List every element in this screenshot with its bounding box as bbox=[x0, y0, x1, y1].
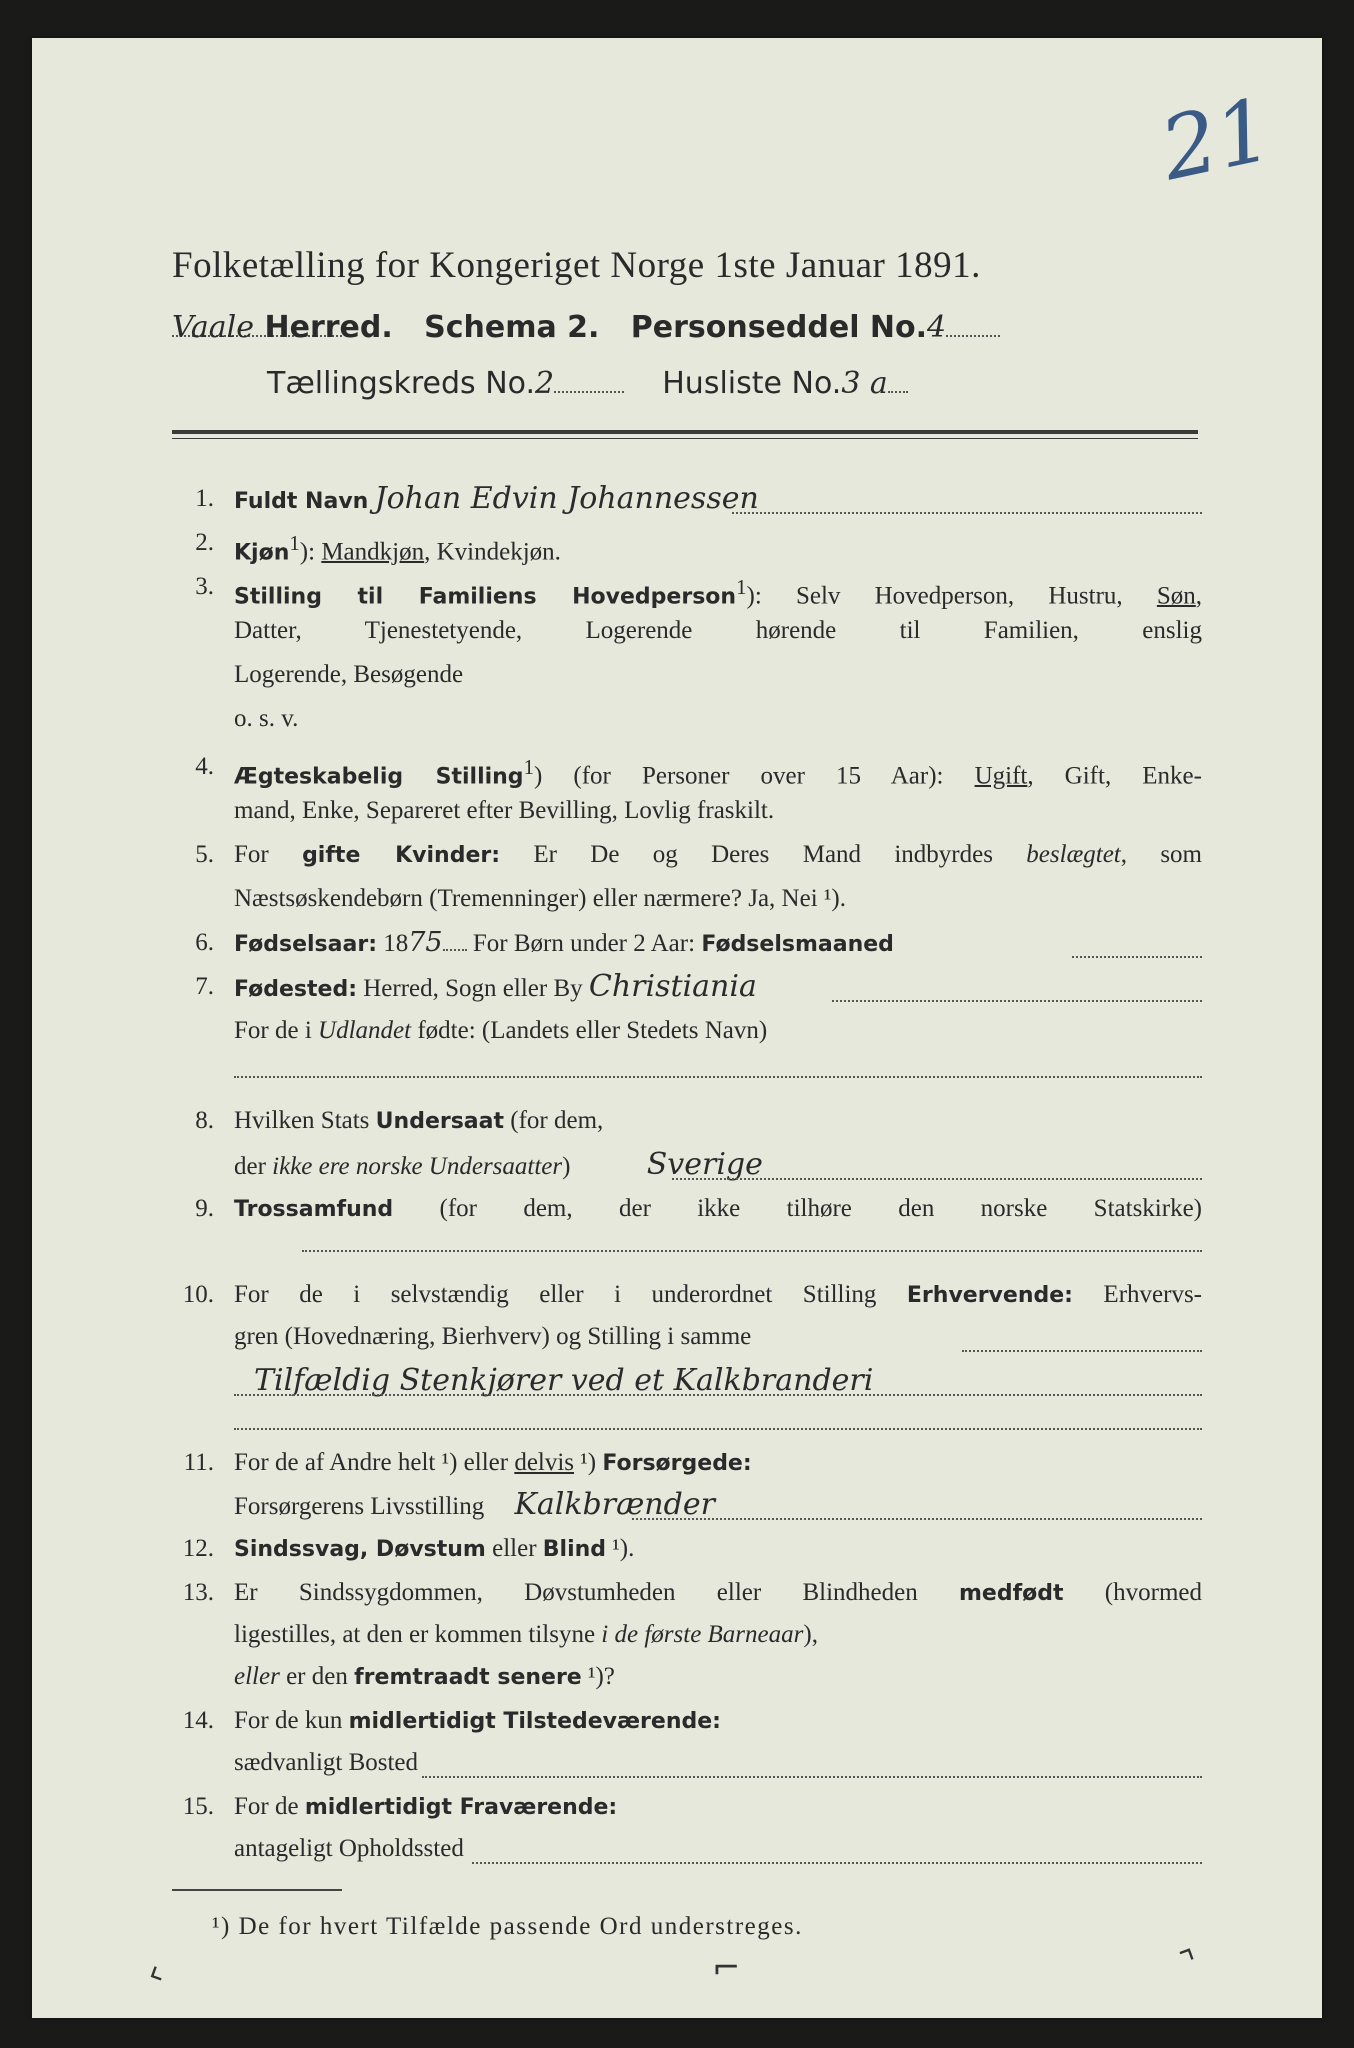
text: er den bbox=[279, 1663, 355, 1690]
option-mandkjon-selected: Mandkjøn bbox=[321, 538, 425, 566]
footnote-ref: 1 bbox=[523, 755, 534, 779]
census-form-sheet bbox=[32, 38, 1322, 2018]
text: , Kvindekjøn. bbox=[424, 538, 561, 566]
text: ): bbox=[299, 538, 322, 566]
answer-provider-occupation: Kalkbrænder bbox=[514, 1487, 715, 1522]
label-stilling: Stilling til Familiens Hovedperson bbox=[234, 584, 737, 610]
kreds-label: Tællingskreds No. bbox=[267, 366, 535, 401]
option-ugift-selected: Ugift bbox=[974, 762, 1028, 790]
answer-name: Johan Edvin Johannessen bbox=[374, 481, 759, 516]
item-number: 9. bbox=[195, 1195, 214, 1222]
text: 18 bbox=[377, 930, 409, 957]
answer-birthplace: Christiania bbox=[588, 969, 757, 1004]
item-number: 10. bbox=[182, 1281, 214, 1308]
text: (for dem, bbox=[504, 1107, 604, 1134]
text: mand, Enke, Separeret efter Bevilling, Lovlig fraskilt. bbox=[234, 797, 775, 824]
text: , Gift, Enke- bbox=[1027, 762, 1202, 790]
item-number: 8. bbox=[195, 1107, 214, 1134]
text: For bbox=[234, 841, 303, 868]
personseddel-label: Personseddel No. bbox=[630, 310, 928, 345]
item-number: 3. bbox=[195, 573, 214, 600]
text: Udlandet bbox=[318, 1017, 412, 1044]
label-trossamfund: Trossamfund bbox=[234, 1197, 394, 1222]
text: gren (Hovednæring, Bierhverv) og Stilling i samme bbox=[234, 1323, 752, 1350]
answer-birth-year: 75 bbox=[408, 927, 443, 958]
corner-mark-icon: ⌝ bbox=[1175, 1942, 1205, 1986]
label-medfodt: medfødt bbox=[958, 1581, 1064, 1606]
header-line-kreds bbox=[267, 364, 908, 401]
text: For de kun bbox=[234, 1707, 349, 1734]
item-number: 6. bbox=[195, 929, 214, 956]
text: For de i bbox=[234, 1017, 319, 1044]
label-fodselsaar: Fødselsaar: bbox=[234, 932, 377, 957]
footnote: ¹) De for hvert Tilfælde passende Ord understreges. bbox=[212, 1913, 803, 1940]
label-fremtraadt-senere: fremtraadt senere bbox=[354, 1665, 582, 1690]
text: fødte: (Landets eller Stedets Navn) bbox=[411, 1017, 768, 1044]
footnote-rule bbox=[172, 1889, 342, 1891]
text: der bbox=[234, 1153, 273, 1180]
text: ikke ere norske Undersaatter bbox=[272, 1153, 563, 1180]
label-erhvervende: Erhvervende: bbox=[906, 1283, 1073, 1308]
answer-citizenship: Sverige bbox=[646, 1147, 763, 1182]
label-blind: Blind bbox=[542, 1537, 607, 1562]
item-number: 4. bbox=[195, 753, 214, 780]
label-aegteskabelig: Ægteskabelig Stilling bbox=[234, 764, 524, 790]
text: Næstsøskendebørn (Tremenninger) eller nærmere? Ja, Nei ¹). bbox=[234, 885, 846, 912]
footnote-ref: 1 bbox=[289, 531, 300, 555]
schema-label: Schema 2. bbox=[424, 310, 600, 345]
label-gifte-kvinder: gifte Kvinder: bbox=[302, 843, 501, 868]
label-fravaerende: midlertidigt Fraværende: bbox=[304, 1795, 618, 1820]
text: Datter, Tjenestetyende, Logerende hørende til Familien, enslig bbox=[234, 617, 1202, 644]
footnote-ref: 1 bbox=[736, 575, 747, 599]
item-number: 11. bbox=[183, 1449, 214, 1476]
item-number: 1. bbox=[195, 485, 214, 512]
text: (hvormed bbox=[1063, 1579, 1202, 1606]
item-number: 12. bbox=[182, 1535, 214, 1562]
page-number: 21 bbox=[1152, 79, 1281, 201]
text: ) bbox=[562, 1153, 571, 1180]
label-forsorgede: Forsørgede: bbox=[602, 1451, 752, 1476]
text: i de første Barneaar bbox=[601, 1621, 804, 1648]
text: For de af Andre helt ¹) eller bbox=[234, 1449, 515, 1476]
item-number: 13. bbox=[182, 1579, 214, 1606]
text: For de bbox=[234, 1793, 305, 1820]
item-number: 5. bbox=[195, 841, 214, 868]
kreds-value: 2 bbox=[535, 366, 555, 401]
text: ligestilles, at den er kommen tilsyne bbox=[234, 1621, 602, 1648]
text: Herred, Sogn eller By bbox=[357, 975, 589, 1002]
text: , som bbox=[1120, 841, 1202, 868]
header-rule-thin bbox=[172, 438, 1198, 439]
label-fuldt-navn: Fuldt Navn bbox=[234, 489, 369, 514]
text: eller bbox=[234, 1663, 280, 1690]
label-kjon: Kjøn bbox=[234, 540, 290, 566]
label-sindssvag: Sindssvag, Døvstum bbox=[234, 1537, 486, 1562]
text: ) (for Personer over 15 Aar): bbox=[533, 762, 975, 790]
item-number: 7. bbox=[195, 973, 214, 1000]
label-fodselsmaaned: Fødselsmaaned bbox=[701, 932, 894, 957]
text: ¹) bbox=[574, 1449, 603, 1476]
form-title: Folketælling for Kongeriget Norge 1ste Januar 1891. bbox=[172, 245, 981, 286]
text: antageligt Opholdssted bbox=[234, 1835, 464, 1862]
personseddel-value: 4 bbox=[927, 310, 947, 345]
center-mark-icon: ⌐ bbox=[712, 1948, 741, 1988]
herred-label: Herred. bbox=[264, 310, 393, 345]
option-son-selected: Søn bbox=[1156, 582, 1196, 610]
option-delvis-selected: delvis bbox=[514, 1449, 575, 1476]
text: For Børn under 2 Aar: bbox=[466, 930, 702, 957]
corner-mark-icon: ⌞ bbox=[145, 1944, 175, 1988]
item-number: 15. bbox=[182, 1793, 214, 1820]
label-fodested: Fødested: bbox=[234, 977, 357, 1002]
text: beslægtet bbox=[1026, 841, 1121, 868]
text: For de i selvstændig eller i underordnet Stilling bbox=[234, 1281, 907, 1308]
header-line-herred bbox=[172, 308, 1000, 345]
header-rule bbox=[172, 430, 1198, 434]
item-number: 2. bbox=[195, 529, 214, 556]
text: Er Sindssygdommen, Døvstumheden eller Blindheden bbox=[234, 1579, 959, 1606]
text: o. s. v. bbox=[234, 705, 299, 732]
text: ), bbox=[803, 1621, 818, 1648]
text: sædvanligt Bosted bbox=[234, 1749, 419, 1776]
text: ¹). bbox=[606, 1535, 635, 1562]
text: , bbox=[1195, 582, 1202, 610]
herred-value: Vaale bbox=[172, 310, 255, 345]
text: Er De og Deres Mand indbyrdes bbox=[500, 841, 1027, 868]
item-number: 14. bbox=[182, 1707, 214, 1734]
text: Erhvervs- bbox=[1072, 1281, 1202, 1308]
label-tilstedevaerende: midlertidigt Tilstedeværende: bbox=[348, 1709, 721, 1734]
label-undersaat: Undersaat bbox=[375, 1109, 505, 1134]
husliste-label: Husliste No. bbox=[662, 366, 842, 401]
text: (for dem, der ikke tilhøre den norske Statskirke) bbox=[393, 1195, 1202, 1222]
text: Hvilken Stats bbox=[234, 1107, 376, 1134]
text: ): Selv Hovedperson, Hustru, bbox=[746, 582, 1157, 610]
text: Forsørgerens Livsstilling bbox=[234, 1493, 485, 1520]
husliste-value: 3 a bbox=[841, 366, 888, 401]
answer-occupation: Tilfældig Stenkjører ved et Kalkbranderi bbox=[254, 1363, 874, 1398]
text: ¹)? bbox=[581, 1663, 615, 1690]
text: Logerende, Besøgende bbox=[234, 661, 464, 688]
text: eller bbox=[485, 1535, 543, 1562]
